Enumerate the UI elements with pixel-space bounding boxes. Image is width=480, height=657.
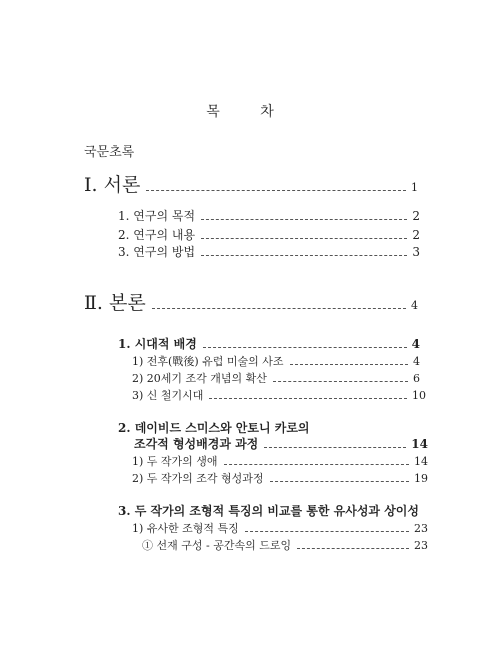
subitem-label: ① 선재 구성 - 공간속의 드로잉 [142, 539, 292, 552]
subitem-label: 1) 전후(戰後) 유럽 미술의 사조 [132, 355, 284, 368]
dot-leader [152, 308, 406, 309]
page-number: 3 [412, 245, 420, 259]
section-label: 1. 시대적 배경 [118, 337, 197, 351]
chapter-label: Ⅱ. 본론 [84, 292, 146, 314]
toc-subitem [132, 353, 420, 369]
dot-leader [270, 481, 409, 482]
dot-leader [203, 347, 407, 348]
dot-leader [297, 548, 409, 549]
dot-leader [290, 364, 409, 365]
page-number: 19 [414, 472, 428, 485]
page-number: 1 [411, 181, 418, 194]
page-number: 14 [414, 455, 428, 468]
page-number: 2 [412, 228, 420, 242]
toc-item [118, 243, 420, 260]
dot-leader [245, 531, 409, 532]
toc-subitem [132, 520, 428, 536]
subitem-label: 2) 두 작가의 조각 형성과정 [132, 472, 264, 485]
page-number: 2 [412, 209, 420, 223]
toc-subitem [132, 470, 428, 486]
chapter-label: Ⅰ. 서론 [84, 174, 141, 196]
section-label: 3. 두 작가의 조형적 특징의 비교를 통한 유사성과 상이성 [118, 504, 419, 518]
item-label: 1. 연구의 목적 [118, 209, 196, 223]
page-title: 목 차 [206, 104, 292, 120]
toc-section [118, 335, 420, 352]
item-label: 3. 연구의 방법 [118, 245, 196, 259]
toc-subitem [132, 453, 428, 469]
dot-leader [201, 238, 407, 239]
dot-leader [264, 447, 406, 448]
page-number: 23 [414, 522, 428, 535]
subitem-label: 1) 유사한 조형적 특징 [132, 522, 239, 535]
page-number: 10 [412, 389, 426, 402]
toc-subitem [132, 370, 420, 386]
toc-item [118, 207, 420, 224]
toc-subitem [142, 537, 428, 553]
toc-chapter-main-body [84, 288, 418, 315]
page-number: 6 [413, 372, 420, 385]
dot-leader [201, 255, 407, 256]
page-number: 4 [411, 299, 418, 312]
toc-item [118, 226, 420, 243]
page-number: 4 [413, 355, 420, 368]
page-number: 23 [414, 539, 428, 552]
section-label-line2: 조각적 형성배경과 과정 [134, 437, 259, 451]
dot-leader [201, 219, 407, 220]
subitem-label: 3) 신 철기시대 [132, 389, 204, 402]
section-label-line1: 2. 데이비드 스미스와 안토니 카로의 [118, 421, 310, 435]
toc-subitem [132, 387, 426, 403]
dot-leader [224, 464, 409, 465]
page-number: 4 [411, 337, 420, 351]
toc-section [134, 435, 428, 452]
dot-leader [273, 381, 408, 382]
abstract-heading: 국문초록 [84, 145, 135, 160]
toc-chapter-introduction [84, 170, 418, 197]
dot-leader [209, 398, 407, 399]
item-label: 2. 연구의 내용 [118, 228, 196, 242]
subitem-label: 1) 두 작가의 생애 [132, 455, 218, 468]
page-number: 14 [411, 437, 428, 451]
subitem-label: 2) 20세기 조각 개념의 확산 [132, 372, 267, 385]
dot-leader [146, 190, 406, 191]
